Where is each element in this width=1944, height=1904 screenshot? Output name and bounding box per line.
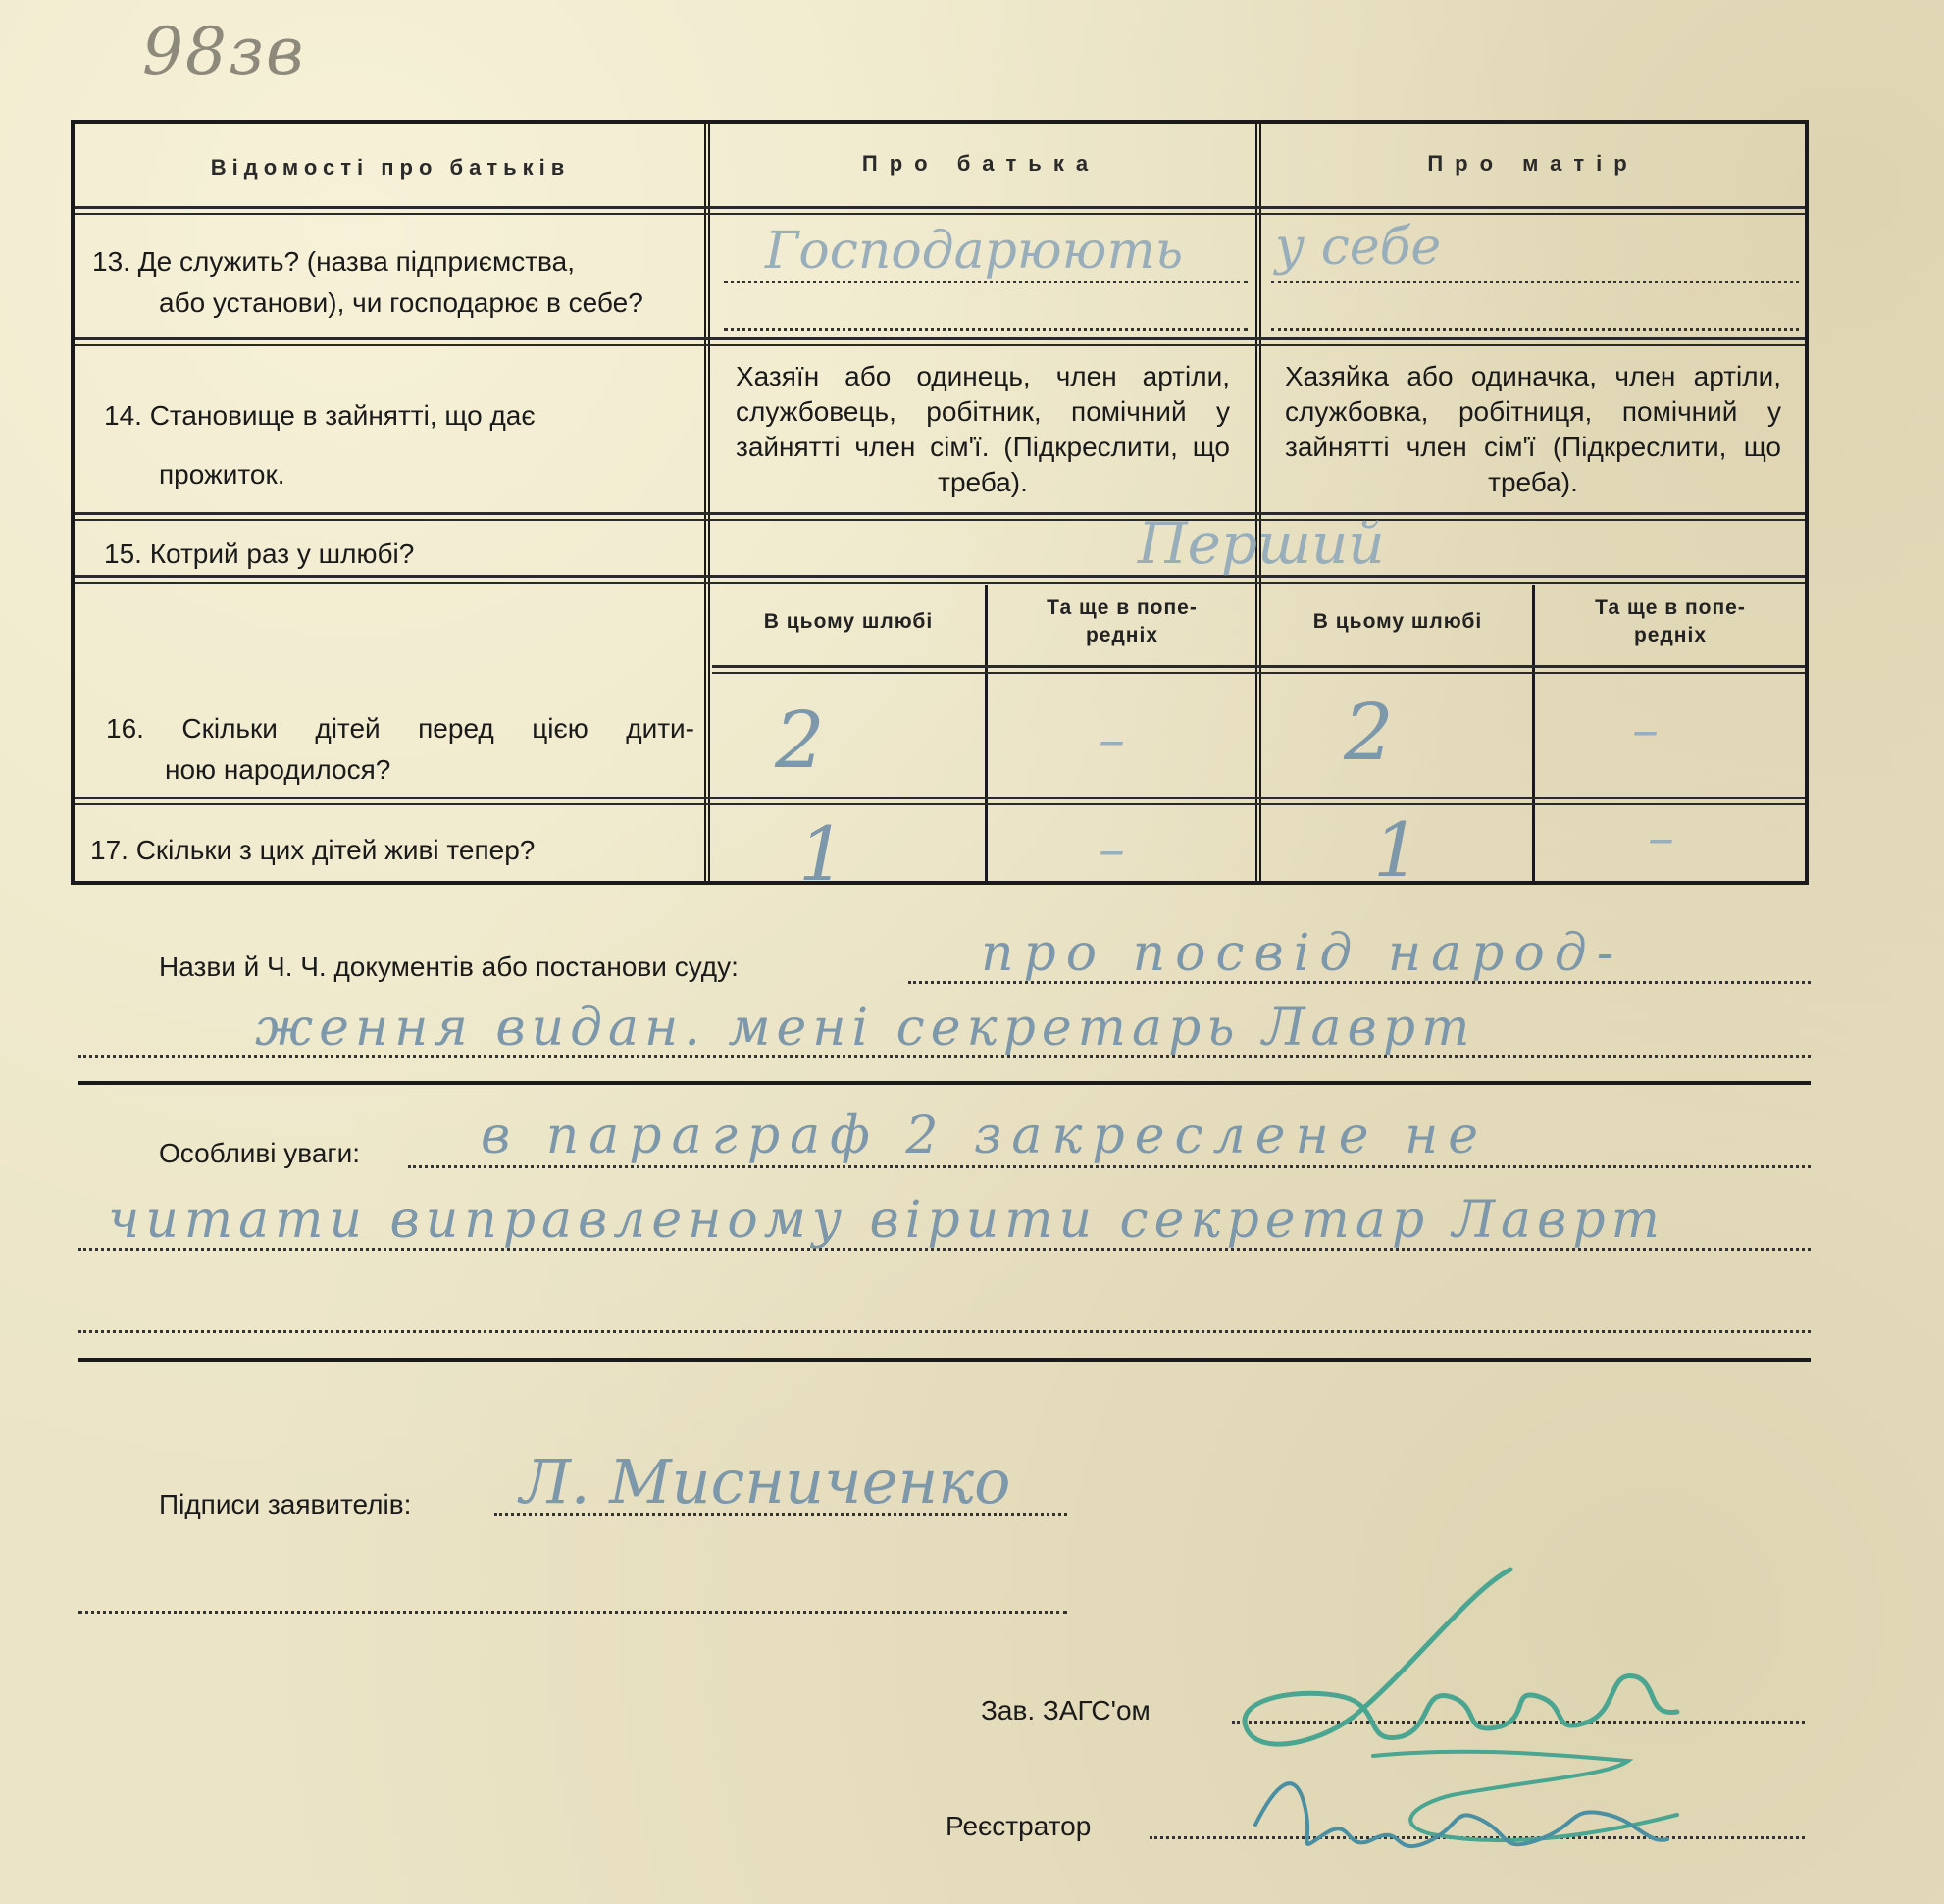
notes-line3 [78,1330,1811,1333]
q16-mother-this: 2 [1344,687,1394,778]
q14-mother-options: Хазяйка або одиначка, член артіли, службовка, робітниця, помічний у зайнятті член сім'ї (Підкреслити, що треба). [1285,361,1781,497]
header-mother: Про матір [1427,151,1639,176]
header-about-parents: Відомості про батьків [210,155,571,180]
q16-line2: ною народилося? [165,754,391,785]
row15-rule [75,575,1805,584]
registrar-signature [1236,1746,1687,1874]
notes-line1 [408,1165,1811,1168]
q17-father-prev: – [1099,818,1125,880]
notes-label: Особливі уваги: [159,1138,361,1168]
applicant-signature: Л. Мисниченко [520,1446,1011,1518]
subheader-father-this-marriage: В цьому шлюбі [763,610,934,633]
subheader-mother-previous-line1: Та ще в попе- [1595,596,1746,619]
q17-father-this: 1 [798,810,846,898]
q16-text [106,708,694,791]
subheader-father-previous-line1: Та ще в попе- [1047,596,1198,619]
q15-answer: Перший [1138,510,1385,577]
documents-rule [78,1081,1811,1085]
q13-line1: 13. Де служить? (назва підприємства, [92,246,575,277]
q13-mother-line2 [1271,328,1799,331]
row14-rule [75,512,1805,521]
q16-mother-prev: – [1632,698,1659,760]
subheader-father-previous-line2: редніх [1085,624,1159,646]
subheader-mother-previous [1536,594,1805,649]
column-divider-father [704,122,710,883]
q13-father-line [724,281,1248,283]
q13-line2: або установи), чи господарює в себе? [159,287,643,318]
notes-rule [78,1358,1811,1362]
documents-handwritten-line1: про посвід народ- [981,924,1624,983]
q13-father-answer: Господарюють [765,222,1184,281]
q16-father-prev: – [1099,708,1125,770]
q14-line2: прожиток. [159,459,285,489]
applicants-line2 [78,1611,1067,1614]
notes-handwritten-line2: читати виправленому вірити секретар Лаврт [108,1191,1665,1250]
q13-mother-line [1271,281,1799,283]
head-label: Зав. ЗАГС'ом [981,1695,1151,1725]
column-divider-father-sub [985,585,988,885]
applicants-label: Підписи заявителів: [159,1489,412,1519]
q14-father-options: Хазяїн або одинець, член артіли, службовець, робітник, помічний у зайнятті член сім'ї. (Підкреслити, що треба). [736,361,1230,497]
documents-handwritten-line2: ження видан. мені секретарь Лаврт [255,999,1476,1057]
q14-line1: 14. Становище в зайнятті, що дає [104,400,536,431]
archive-number: 98зв [142,14,306,89]
q15-label: 15. Котрий раз у шлюбі? [104,539,415,569]
header-rule [75,206,1805,215]
documents-label: Назви й Ч. Ч. документів або постанови суду: [159,952,739,982]
column-divider-mother [1255,122,1261,883]
column-divider-mother-sub [1532,585,1535,885]
row13-rule [75,337,1805,346]
subheader-mother-this-marriage: В цьому шлюбі [1312,610,1483,633]
q17-mother-prev: – [1648,806,1674,868]
notes-handwritten-line1: в параграф 2 закреслене не [481,1106,1489,1165]
q16-father-this: 2 [775,695,825,786]
registrar-label: Реєстратор [946,1811,1092,1841]
q16-line1: 16. Скільки дітей перед цією дити- [106,713,694,744]
q13-mother-answer: у себе [1275,218,1442,277]
q13-text [92,241,700,324]
q13-father-line2 [724,328,1248,331]
q17-label: 17. Скільки з цих дітей живі тепер? [90,835,536,865]
header-father: Про батька [861,151,1100,176]
row16-rule [75,797,1805,805]
q14-text [104,386,692,504]
subheader-mother-previous-line2: редніх [1633,624,1708,646]
subheader-rule [712,665,1805,674]
subheader-father-previous [989,594,1255,649]
q17-mother-this: 1 [1373,806,1421,894]
